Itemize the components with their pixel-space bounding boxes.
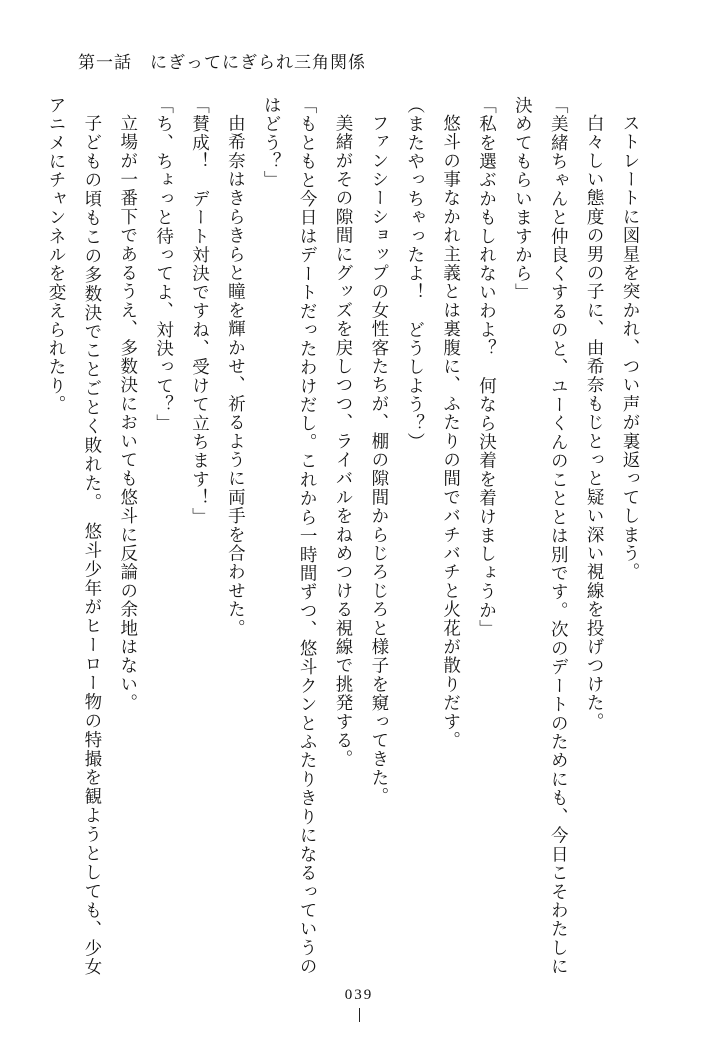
page-number-rule [359,1008,360,1022]
page-header [78,48,366,73]
paragraph: 「美緒ちゃんと仲良くするのと、ユーくんのこととは別です。次のデートのためにも、今日こそわたしに決めてもらいますから」 [513,96,570,976]
paragraph: 「ち、ちょっと待ってよ、対決って？」 [154,96,175,433]
paragraph: 美緒がその隙間にグッズを戻しつつ、ライバルをねめつける視線で挑発する。 [334,113,354,768]
paragraph: 由希奈はきらきらと瞳を輝かせ、祈るように両手を合わせた。 [226,113,247,638]
page-number [0,987,718,1022]
paragraph: ファンシーショップの女性客たちが、棚の隙間からじろじろと様子を窺ってきた。 [369,113,390,806]
paragraph: 立場が一番下であるうえ、多数決においても悠斗に反論の余地はない。 [118,113,139,712]
paragraph: （またやっちゃったよ！ どうしよう？） [405,96,426,452]
chapter-title: にぎってにぎられ三角関係 [150,53,366,72]
paragraph: 子どもの頃もこの多数決でことごとく敗れた。 悠斗少年がヒーロー物の特撮を観ようとしても、少女アニメにチャンネルを変えられたり。 [47,96,103,976]
body-text [47,96,648,976]
paragraph: 白々しい態度の男の子に、由希奈もじとっと疑い深い視線を投げつけた。 [585,113,606,731]
page-number-value: 039 [344,987,374,1003]
paragraph: 悠斗の事なかれ主義とは裏腹に、ふたりの間でバチバチと火花が散りだす。 [441,113,462,750]
paragraph: 「もともと今日はデートだったわけだし。これから一時間ずつ、悠斗クンとふたりきりになるっていうのはどう？」 [262,96,319,976]
paragraph: ストレートに図星を突かれ、つい声が裏返ってしまう。 [621,113,641,581]
paragraph: 「私を選ぶかもしれないわよ？ 何なら決着を着けましょうか」 [477,96,498,639]
chapter-number: 第一話 [78,53,132,72]
paragraph: 「賛成！ デート対決ですね、受けて立ちます！」 [190,96,211,527]
